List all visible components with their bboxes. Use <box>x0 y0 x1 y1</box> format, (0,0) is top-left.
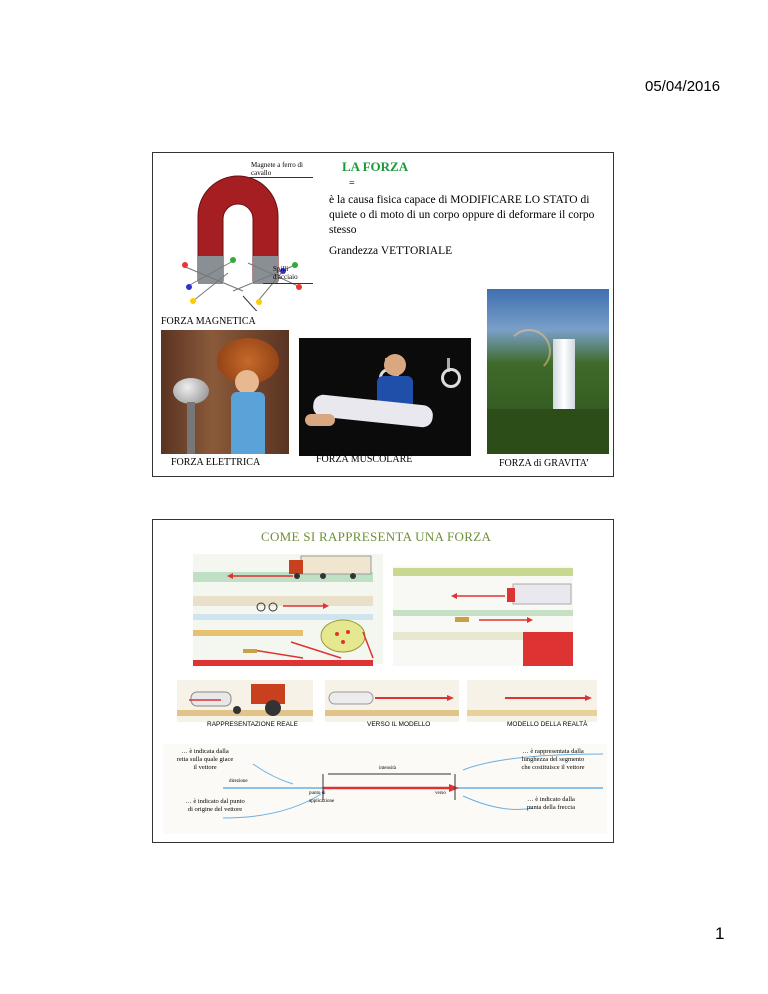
pins-label: Spilli d'acciaio <box>273 265 298 281</box>
road-scenes-illustration <box>193 554 573 674</box>
caption-forza-gravita: FORZA di GRAVITA’ <box>499 458 590 469</box>
horseshoe-magnet-illustration <box>173 161 303 311</box>
page-number: 1 <box>715 924 725 943</box>
label-verso: verso <box>435 791 446 796</box>
slide-title: LA FORZA <box>342 159 409 174</box>
photo-muscular-force <box>299 338 471 456</box>
photo-electric-force <box>161 330 289 454</box>
magnet-label: Magnete a ferro di cavallo <box>251 161 303 177</box>
slide-title: COME SI RAPPRESENTA UNA FORZA <box>261 529 492 544</box>
caption-forza-elettrica: FORZA ELETTRICA <box>171 457 261 468</box>
vector-quantity: Grandezza VETTORIALE <box>329 245 453 257</box>
label-retta: … è indicata dalla retta sulla quale giace il vettore <box>176 748 234 771</box>
label-origine: … è indicato dal punto di origine del vettore <box>185 798 245 813</box>
page-date: 05/04/2016 <box>645 78 721 95</box>
caption-forza-muscolare: FORZA MUSCOLARE <box>316 454 413 465</box>
label-punto-applicazione: punto di applicazione <box>309 791 335 804</box>
magnet-label-line <box>248 177 313 178</box>
force-definition: è la causa fisica capace di MODIFICARE LO STATO di quiete o di moto di un corpo oppure di deformare il corpo stesso <box>329 194 595 236</box>
slide-rappresentazione-forza <box>152 519 614 843</box>
equals-sign: = <box>349 178 355 189</box>
slide-la-forza <box>152 152 614 477</box>
label-modello-realta: MODELLO DELLA REALTÀ <box>507 721 588 728</box>
label-verso-modello: VERSO IL MODELLO <box>367 721 431 728</box>
caption-forza-magnetica: FORZA MAGNETICA <box>161 316 256 327</box>
pins-label-line <box>263 283 313 284</box>
photo-gravity-force <box>487 289 609 454</box>
label-direzione: direzione <box>229 779 248 784</box>
label-punta: … è indicato dalla punta della freccia <box>527 796 575 811</box>
label-lunghezza: … è rappresentata dalla lunghezza del segmento che costituisce il vettore <box>521 748 585 771</box>
label-rappresentazione-reale: RAPPRESENTAZIONE REALE <box>207 721 298 728</box>
label-intensita: intensità <box>379 766 396 771</box>
